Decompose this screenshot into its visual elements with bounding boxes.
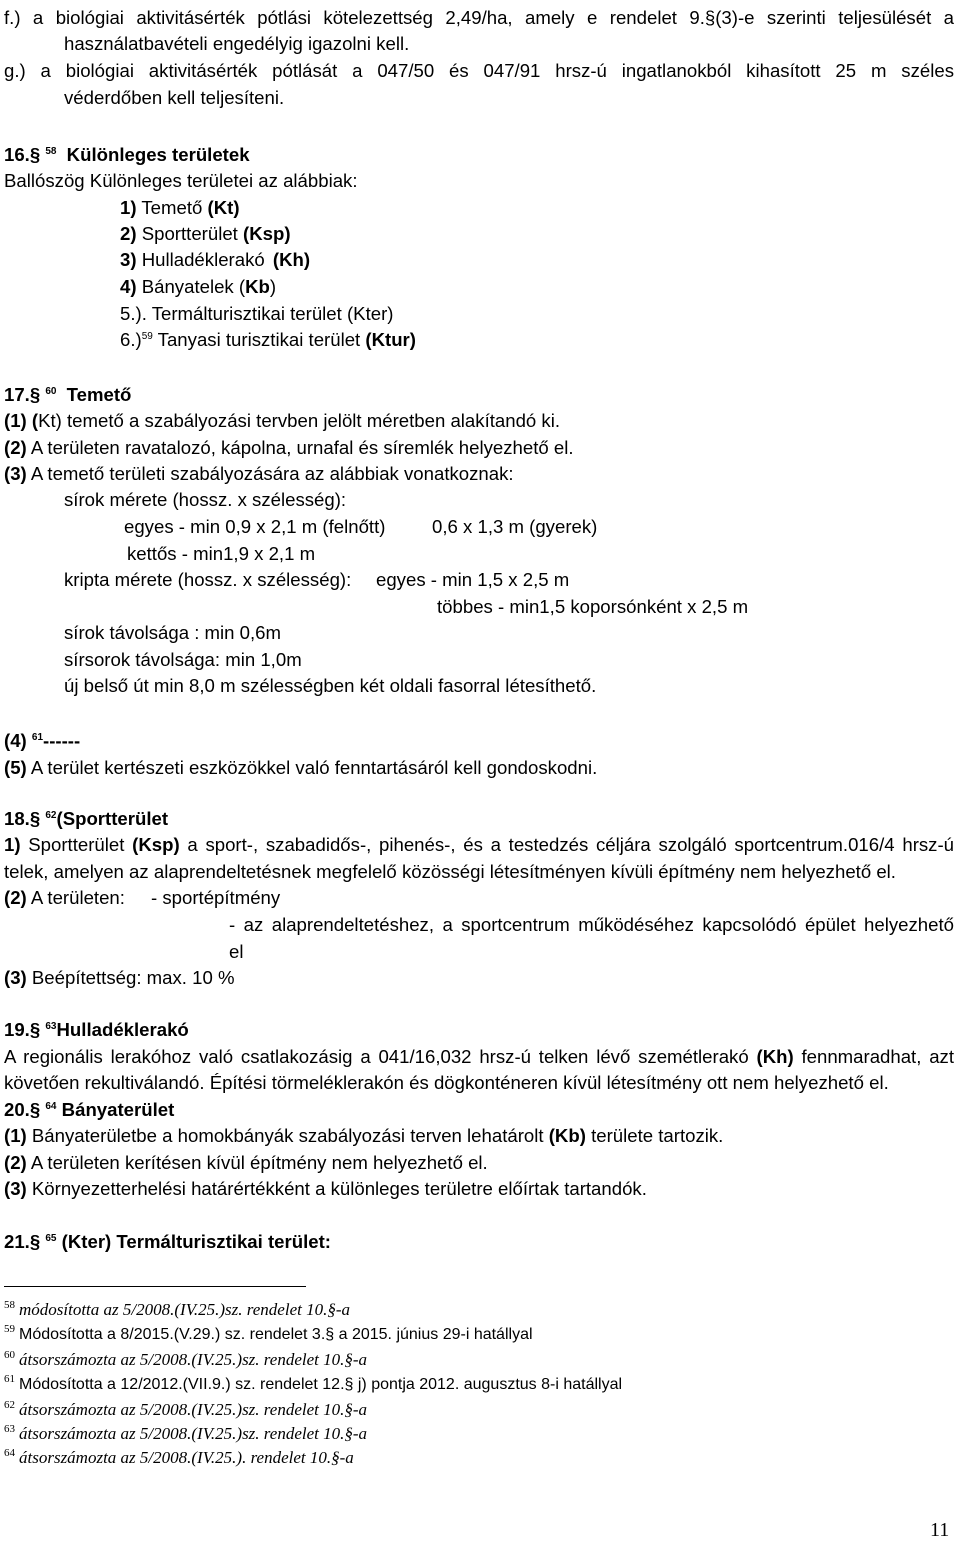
list-item-continuation: el <box>229 941 244 962</box>
item-g-line-2: véderdőben kell teljesíteni. <box>64 87 285 108</box>
list-code: (Kh) <box>272 249 311 270</box>
paragraph <box>4 1124 723 1148</box>
paragraph <box>4 1045 954 1069</box>
paragraph-number: (2) <box>4 437 27 458</box>
footnote <box>4 1299 350 1321</box>
list-item: 5.). Termálturisztikai terület (Kter) <box>120 303 394 324</box>
paragraph-number: (4) <box>4 730 27 751</box>
section-number: 16.§ <box>4 144 41 165</box>
footnote-ref: 65 <box>45 1233 57 1244</box>
section-number: 18.§ <box>4 808 41 829</box>
paragraph-text: Kt) temető a szabályozási tervben jelölt méretben alakítandó ki. <box>38 410 561 431</box>
section-number: 17.§ <box>4 384 41 405</box>
footnote-ref: 58 <box>45 146 57 157</box>
paragraph-continuation: követően rekultiválandó. Építési törmeléklerakón és dögkonténeren kívül létesítmény ott nem helyezhető el. <box>4 1072 889 1093</box>
paragraph-text: A terület kertészeti eszközökkel való fenntartásáról kell gondoskodni. <box>30 757 598 778</box>
section-17-heading <box>4 383 131 407</box>
section-title: (Kter) Termálturisztikai terület: <box>61 1231 331 1252</box>
rule-line: sírsorok távolsága: min 1,0m <box>64 649 302 670</box>
paragraph-text: ------ <box>43 730 81 751</box>
page-number: 11 <box>930 1519 950 1541</box>
paragraph <box>4 436 574 460</box>
paragraph-number: (1) ( <box>4 410 39 431</box>
rule-line: egyes - min 0,9 x 2,1 m (felnőtt) <box>124 516 386 537</box>
list-item <box>120 328 416 352</box>
list-number: 3) <box>120 249 137 270</box>
paragraph <box>4 1151 488 1175</box>
section-19-heading <box>4 1018 189 1042</box>
list-item <box>120 248 310 272</box>
paragraph <box>4 462 514 486</box>
paragraph-text: A területen ravatalozó, kápolna, urnafal és síremlék helyezhető el. <box>30 437 574 458</box>
paragraph <box>4 966 235 990</box>
paragraph <box>4 729 80 753</box>
zone-code: (Kh) <box>756 1046 794 1067</box>
footnote-number: 58 <box>4 1299 15 1311</box>
list-code: (Ksp) <box>243 223 291 244</box>
section-title: Hulladéklerakó <box>56 1019 189 1040</box>
list-number: 2) <box>120 223 137 244</box>
paragraph-continuation: telek, amelyen az alaprendeltetésnek megfelelő közösségi létesítményen kívüli építmény nem helyezhető el. <box>4 861 896 882</box>
rule-line: kripta mérete (hossz. x szélesség): <box>64 569 352 590</box>
list-code: (Ktur) <box>365 329 416 350</box>
paragraph-text: A temető területi szabályozására az alábbiak vonatkoznak: <box>30 463 514 484</box>
section-21-heading <box>4 1230 331 1254</box>
list-code: (Kt) <box>207 197 240 218</box>
footnote <box>4 1423 367 1445</box>
section-20-heading <box>4 1098 174 1122</box>
section-number: 19.§ <box>4 1019 41 1040</box>
footnote-separator <box>4 1286 306 1287</box>
rule-line: egyes - min 1,5 x 2,5 m <box>376 569 570 590</box>
paragraph-number: (3) <box>4 967 27 988</box>
list-code: Kb <box>245 276 270 297</box>
list-label: Hulladéklerakó <box>141 249 265 270</box>
section-title: (Sportterület <box>56 808 169 829</box>
footnote <box>4 1349 367 1371</box>
list-item <box>120 222 291 246</box>
paragraph-number: (3) <box>4 1178 27 1199</box>
list-item <box>120 275 276 299</box>
list-item <box>120 196 240 220</box>
footnote-text: átsorszámozta az 5/2008.(IV.25.)sz. rendelet 10.§-a <box>19 1424 368 1443</box>
section-number: 21.§ <box>4 1231 41 1252</box>
paragraph <box>4 833 954 857</box>
paragraph-text: fennmaradhat, azt <box>801 1046 954 1067</box>
rule-line: új belső út min 8,0 m szélességben két oldali fasorral létesíthető. <box>64 675 597 696</box>
list-number: 1) <box>120 197 137 218</box>
footnote-ref: 59 <box>141 331 153 342</box>
footnote-number: 64 <box>4 1447 15 1459</box>
footnote-number: 63 <box>4 1423 15 1435</box>
zone-code: (Ksp) <box>132 834 180 855</box>
list-item: - az alaprendeltetéshez, a sportcentrum működéséhez kapcsolódó épület helyezhető <box>229 914 954 935</box>
footnote-text: Módosította a 8/2015.(V.29.) sz. rendelet 3.§ a 2015. június 29-i hatállyal <box>19 1326 533 1343</box>
list-number: 6.) <box>120 329 142 350</box>
paragraph-text: területe tartozik. <box>591 1125 724 1146</box>
paragraph <box>4 756 597 780</box>
paragraph-text: A regionális lerakóhoz való csatlakozásig a 041/16,032 hrsz-ú telken lévő szemétlerakó <box>4 1046 749 1067</box>
rule-line: sírok mérete (hossz. x szélesség): <box>64 489 347 510</box>
paragraph-number: (5) <box>4 757 27 778</box>
footnote-text: átsorszámozta az 5/2008.(IV.25.). rendelet 10.§-a <box>19 1448 354 1467</box>
paragraph-number: 1) <box>4 834 21 855</box>
footnote-ref: 62 <box>45 810 57 821</box>
section-title: Bányaterület <box>61 1099 175 1120</box>
rule-line: 0,6 x 1,3 m (gyerek) <box>432 516 598 537</box>
footnote <box>4 1374 622 1396</box>
paragraph-text: Beépítettség: max. 10 % <box>31 967 235 988</box>
list-item: - sportépítmény <box>151 887 281 908</box>
footnote-number: 60 <box>4 1349 15 1361</box>
footnote <box>4 1399 367 1421</box>
list-label: Bányatelek ( <box>141 276 246 297</box>
paragraph <box>4 886 125 910</box>
section-number: 20.§ <box>4 1099 41 1120</box>
item-f-line-2: használatbavételi engedélyig igazolni kell. <box>64 33 410 54</box>
paragraph-number: (2) <box>4 887 27 908</box>
footnote <box>4 1324 533 1346</box>
rule-line: kettős - min1,9 x 2,1 m <box>127 543 316 564</box>
list-label: Sportterület <box>141 223 238 244</box>
footnote-ref: 64 <box>45 1101 57 1112</box>
list-label: Tanyasi turisztikai terület <box>157 329 361 350</box>
footnote-number: 62 <box>4 1399 15 1411</box>
zone-code: (Kb) <box>548 1125 586 1146</box>
paragraph <box>4 409 560 433</box>
paragraph-text: Környezetterhelési határértékként a különleges területre előírtak tartandók. <box>31 1178 647 1199</box>
paragraph <box>4 1177 647 1201</box>
rule-line: többes - min1,5 koporsónként x 2,5 m <box>437 596 749 617</box>
section-18-heading <box>4 807 168 831</box>
footnote-text: átsorszámozta az 5/2008.(IV.25.)sz. rendelet 10.§-a <box>19 1400 368 1419</box>
section-16-heading <box>4 143 250 167</box>
list-label-end: ) <box>269 276 277 297</box>
paragraph-number: (1) <box>4 1125 27 1146</box>
section-title: Temető <box>66 384 132 405</box>
paragraph-text: Bányaterületbe a homokbányák szabályozási terven lehatárolt <box>31 1125 544 1146</box>
footnote-number: 59 <box>4 1323 15 1335</box>
footnote-text: Módosította a 12/2012.(VII.9.) sz. rendelet 12.§ j) pontja 2012. augusztus 8-i hatállyal <box>19 1376 623 1393</box>
section-16-intro: Ballószög Különleges területei az alábbiak: <box>4 170 358 191</box>
paragraph-number: (2) <box>4 1152 27 1173</box>
footnote-text: módosította az 5/2008.(IV.25.)sz. rendelet 10.§-a <box>19 1300 351 1319</box>
list-number: 4) <box>120 276 137 297</box>
paragraph-text: Sportterület <box>28 834 125 855</box>
paragraph-text: A területen: <box>30 887 125 908</box>
paragraph-text: a sport-, szabadidős-, pihenés-, és a testedzés céljára szolgáló sportcentrum.016/4 hrsz-ú <box>187 834 955 855</box>
footnote-number: 61 <box>4 1373 15 1385</box>
paragraph-text: A területen kerítésen kívül építmény nem helyezhető el. <box>30 1152 488 1173</box>
rule-line: sírok távolsága : min 0,6m <box>64 622 282 643</box>
paragraph-number: (3) <box>4 463 27 484</box>
footnote-text: átsorszámozta az 5/2008.(IV.25.)sz. rendelet 10.§-a <box>19 1350 368 1369</box>
footnote-ref: 61 <box>31 732 44 743</box>
item-f-line-1: f.) a biológiai aktivitásérték pótlási kötelezettség 2,49/ha, amely e rendelet 9.§(3)-e szerinti teljesülését a <box>4 7 954 28</box>
footnote <box>4 1447 354 1469</box>
section-title: Különleges területek <box>66 144 250 165</box>
footnote-ref: 63 <box>45 1021 57 1032</box>
footnote-ref: 60 <box>45 386 57 397</box>
list-label: Temető <box>141 197 203 218</box>
item-g-line-1: g.) a biológiai aktivitásérték pótlását a 047/50 és 047/91 hrsz-ú ingatlanokból kihasított 25 m széles <box>4 60 954 81</box>
